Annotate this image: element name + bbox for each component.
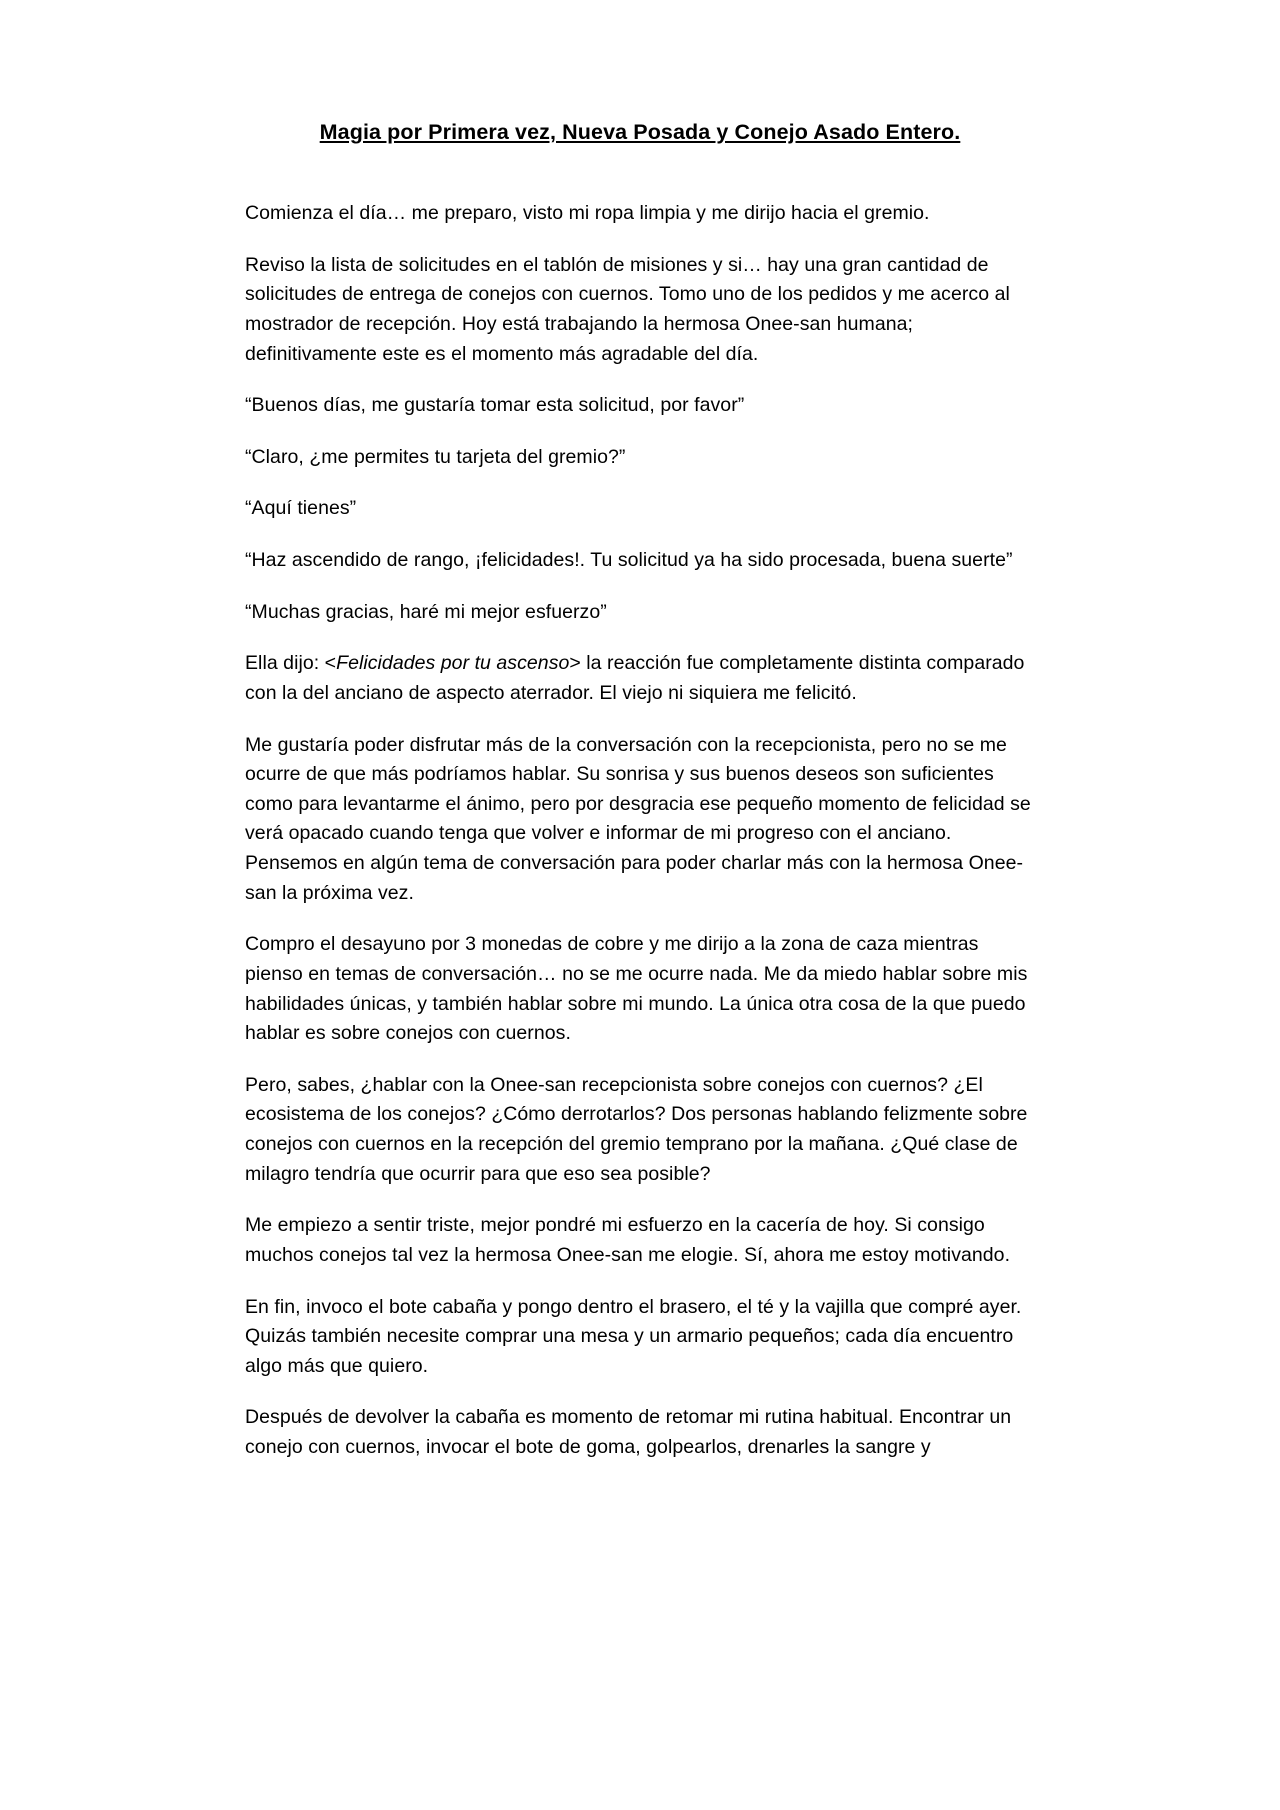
page-title: Magia por Primera vez, Nueva Posada y Conejo Asado Entero. bbox=[319, 120, 961, 144]
dialogue-line-3: “Aquí tienes” bbox=[245, 497, 357, 520]
paragraph-1: Comienza el día… me preparo, visto mi ropa limpia y me dirijo hacia el gremio. bbox=[245, 202, 930, 225]
italic-para-after: > la reacción fue completamente distinta comparado con la del anciano de aspecto aterrador. El viejo ni siquiera me felicitó. bbox=[245, 652, 1025, 704]
italic-phrase: Felicidades por tu ascenso bbox=[336, 652, 570, 675]
dialogue-line-5: “Muchas gracias, haré mi mejor esfuerzo” bbox=[245, 600, 607, 623]
paragraph-with-italic bbox=[245, 649, 1035, 708]
document-content bbox=[245, 118, 1035, 1463]
dialogue-line-4: “Haz ascendido de rango, ¡felicidades!. Tu solicitud ya ha sido procesada, buena suerte” bbox=[245, 549, 1013, 572]
paragraph-2: Reviso la lista de solicitudes en el tablón de misiones y si… hay una gran cantidad de solicitudes de entrega de conejos con cuernos. Tomo uno de los pedidos y me acerco al mostrador de recepción. Hoy está trabajando la hermosa Onee-san humana; definitivamente este es el momento más agradable del día. bbox=[245, 253, 1010, 365]
italic-para-before: Ella dijo: < bbox=[245, 652, 337, 675]
paragraph-4: Compro el desayuno por 3 monedas de cobre y me dirijo a la zona de caza mientras pienso en temas de conversación… no se me ocurre nada. Me da miedo hablar sobre mis habilidades únicas, y también hablar sobre mi mundo. La única otra cosa de la que puedo hablar es sobre conejos con cuernos. bbox=[245, 933, 1028, 1045]
dialogue-line-1: “Buenos días, me gustaría tomar esta solicitud, por favor” bbox=[245, 394, 745, 417]
paragraph-7: En fin, invoco el bote cabaña y pongo dentro el brasero, el té y la vajilla que compré ayer. Quizás también necesite comprar una mesa y un armario pequeños; cada día encuentro algo más que quiero. bbox=[245, 1295, 1022, 1377]
paragraph-8: Después de devolver la cabaña es momento de retomar mi rutina habitual. Encontrar un conejo con cuernos, invocar el bote de goma, golpearlos, drenarles la sangre y bbox=[245, 1406, 1012, 1459]
paragraph-5: Pero, sabes, ¿hablar con la Onee-san recepcionista sobre conejos con cuernos? ¿El ecosistema de los conejos? ¿Cómo derrotarlos? Dos personas hablando felizmente sobre conejos con cuernos en la recepción del gremio temprano por la mañana. ¿Qué clase de milagro tendría que ocurrir para que eso sea posible? bbox=[245, 1073, 1028, 1185]
paragraph-6: Me empiezo a sentir triste, mejor pondré mi esfuerzo en la cacería de hoy. Si consigo muchos conejos tal vez la hermosa Onee-san me elogie. Sí, ahora me estoy motivando. bbox=[245, 1214, 1011, 1266]
paragraph-3: Me gustaría poder disfrutar más de la conversación con la recepcionista, pero no se me ocurre de que más podríamos hablar. Su sonrisa y sus buenos deseos son suficientes como para levantarme el ánimo, pero por desgracia ese pequeño momento de felicidad se verá opacado cuando tenga que volver e informar de mi progreso con el anciano. Pensemos en algún tema de conversación para poder charlar más con la hermosa Onee-san la próxima vez. bbox=[245, 733, 1031, 904]
dialogue-line-2: “Claro, ¿me permites tu tarjeta del gremio?” bbox=[245, 445, 626, 468]
